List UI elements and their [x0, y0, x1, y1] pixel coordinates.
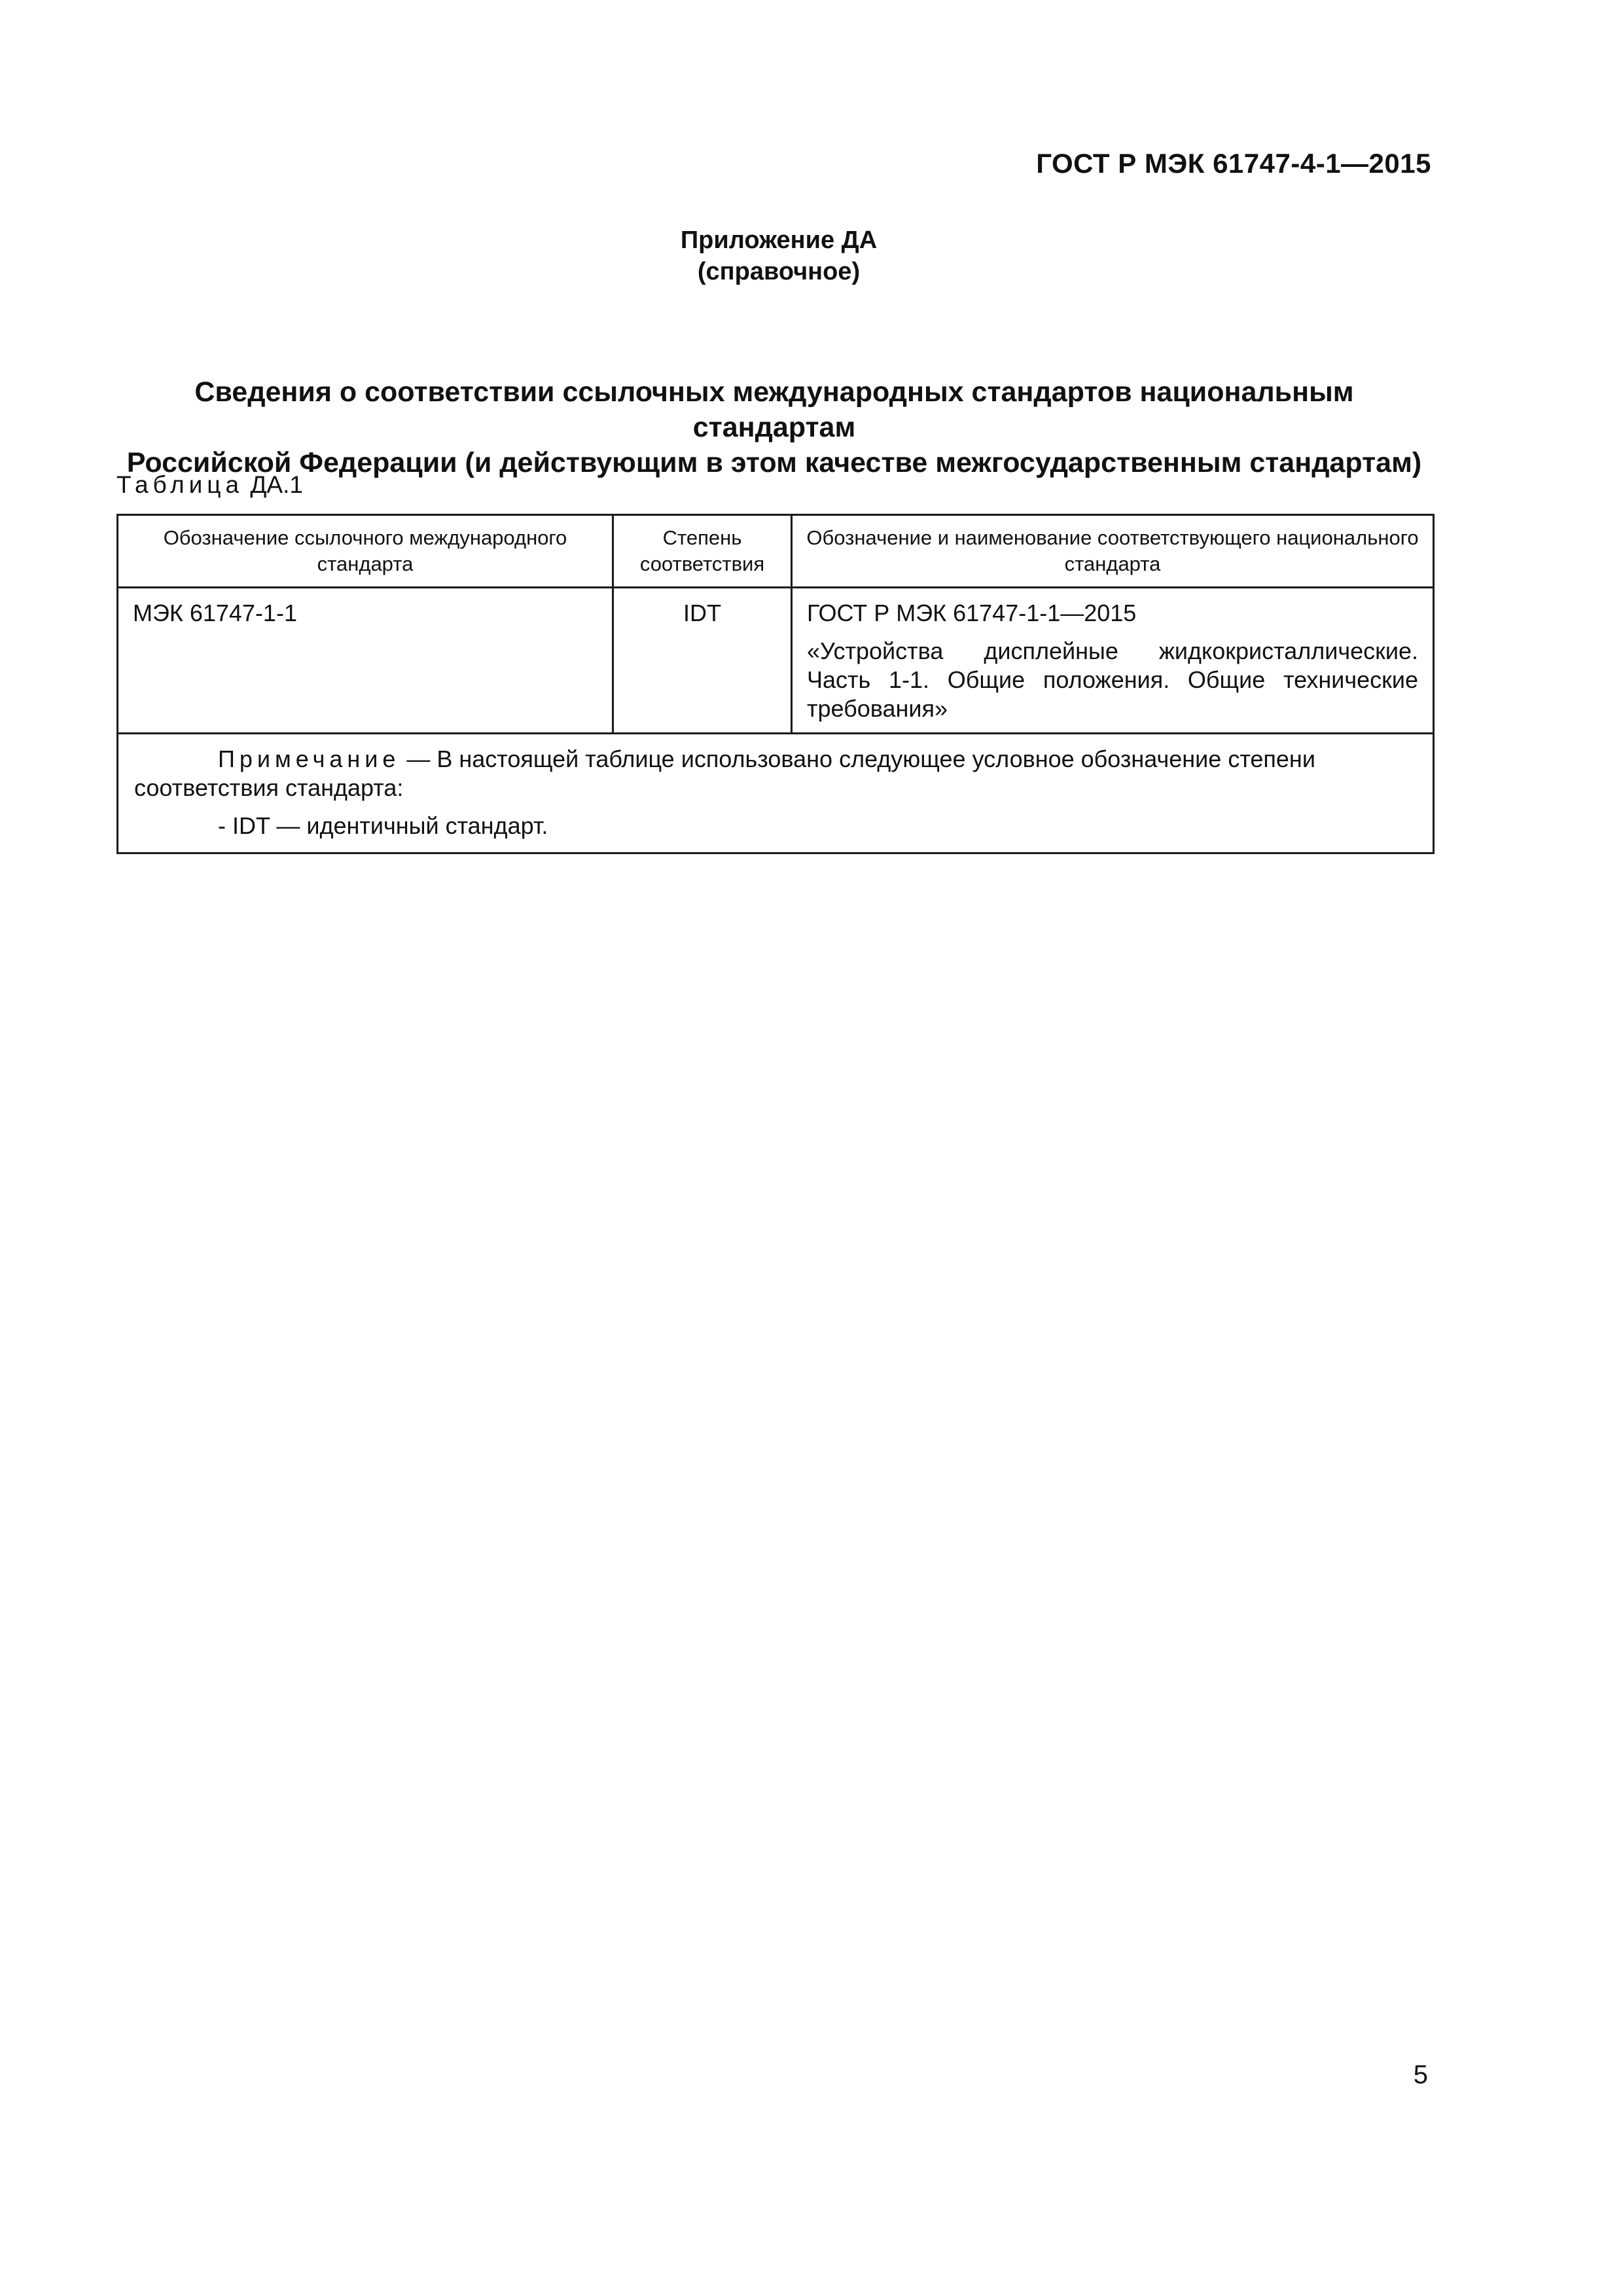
- section-heading-line-1: Сведения о соответствии ссылочных международных стандартов национальным стандартам: [194, 376, 1354, 443]
- column-header-intl-standard: Обозначение ссылочного международного стандарта: [118, 515, 613, 588]
- appendix-title-block: [0, 224, 1558, 287]
- page-number: 5: [1413, 2060, 1428, 2089]
- correspondence-table: [116, 514, 1435, 854]
- note-list-item: - IDT — идентичный стандарт.: [218, 812, 548, 839]
- cell-intl-standard: МЭК 61747-1-1: [118, 588, 613, 734]
- section-heading-line-2: Российской Федерации (и действующим в этом качестве межгосударственным стандартам): [126, 447, 1422, 478]
- table-caption-number: ДА.1: [250, 471, 303, 498]
- cell-degree: IDT: [613, 588, 792, 734]
- table-caption-label: Таблица: [116, 471, 244, 498]
- table-row: [118, 588, 1434, 734]
- table-caption: [116, 471, 303, 499]
- table-note: [118, 734, 1434, 853]
- section-heading: [116, 374, 1432, 480]
- note-text: — В настоящей таблице использовано следующее условное обозначение степени соответствия стандарта:: [134, 745, 1315, 801]
- table-note-row: [118, 734, 1434, 853]
- national-standard-title: «Устройства дисплейные жидкокристаллические. Часть 1-1. Общие положения. Общие технические требования»: [807, 637, 1418, 722]
- note-label: Примечание: [218, 745, 401, 772]
- note-paragraph: [134, 745, 1417, 802]
- appendix-title: Приложение ДА: [680, 226, 878, 254]
- table-header-row: [118, 515, 1434, 588]
- column-header-degree: Степень соответствия: [613, 515, 792, 588]
- cell-national-standard: [792, 588, 1434, 734]
- appendix-subtitle: (справочное): [697, 258, 861, 285]
- column-header-national-standard: Обозначение и наименование соответствующего национального стандарта: [792, 515, 1434, 588]
- document-designation: ГОСТ Р МЭК 61747-4-1—2015: [1036, 148, 1431, 179]
- national-standard-code: ГОСТ Р МЭК 61747-1-1—2015: [807, 600, 1137, 626]
